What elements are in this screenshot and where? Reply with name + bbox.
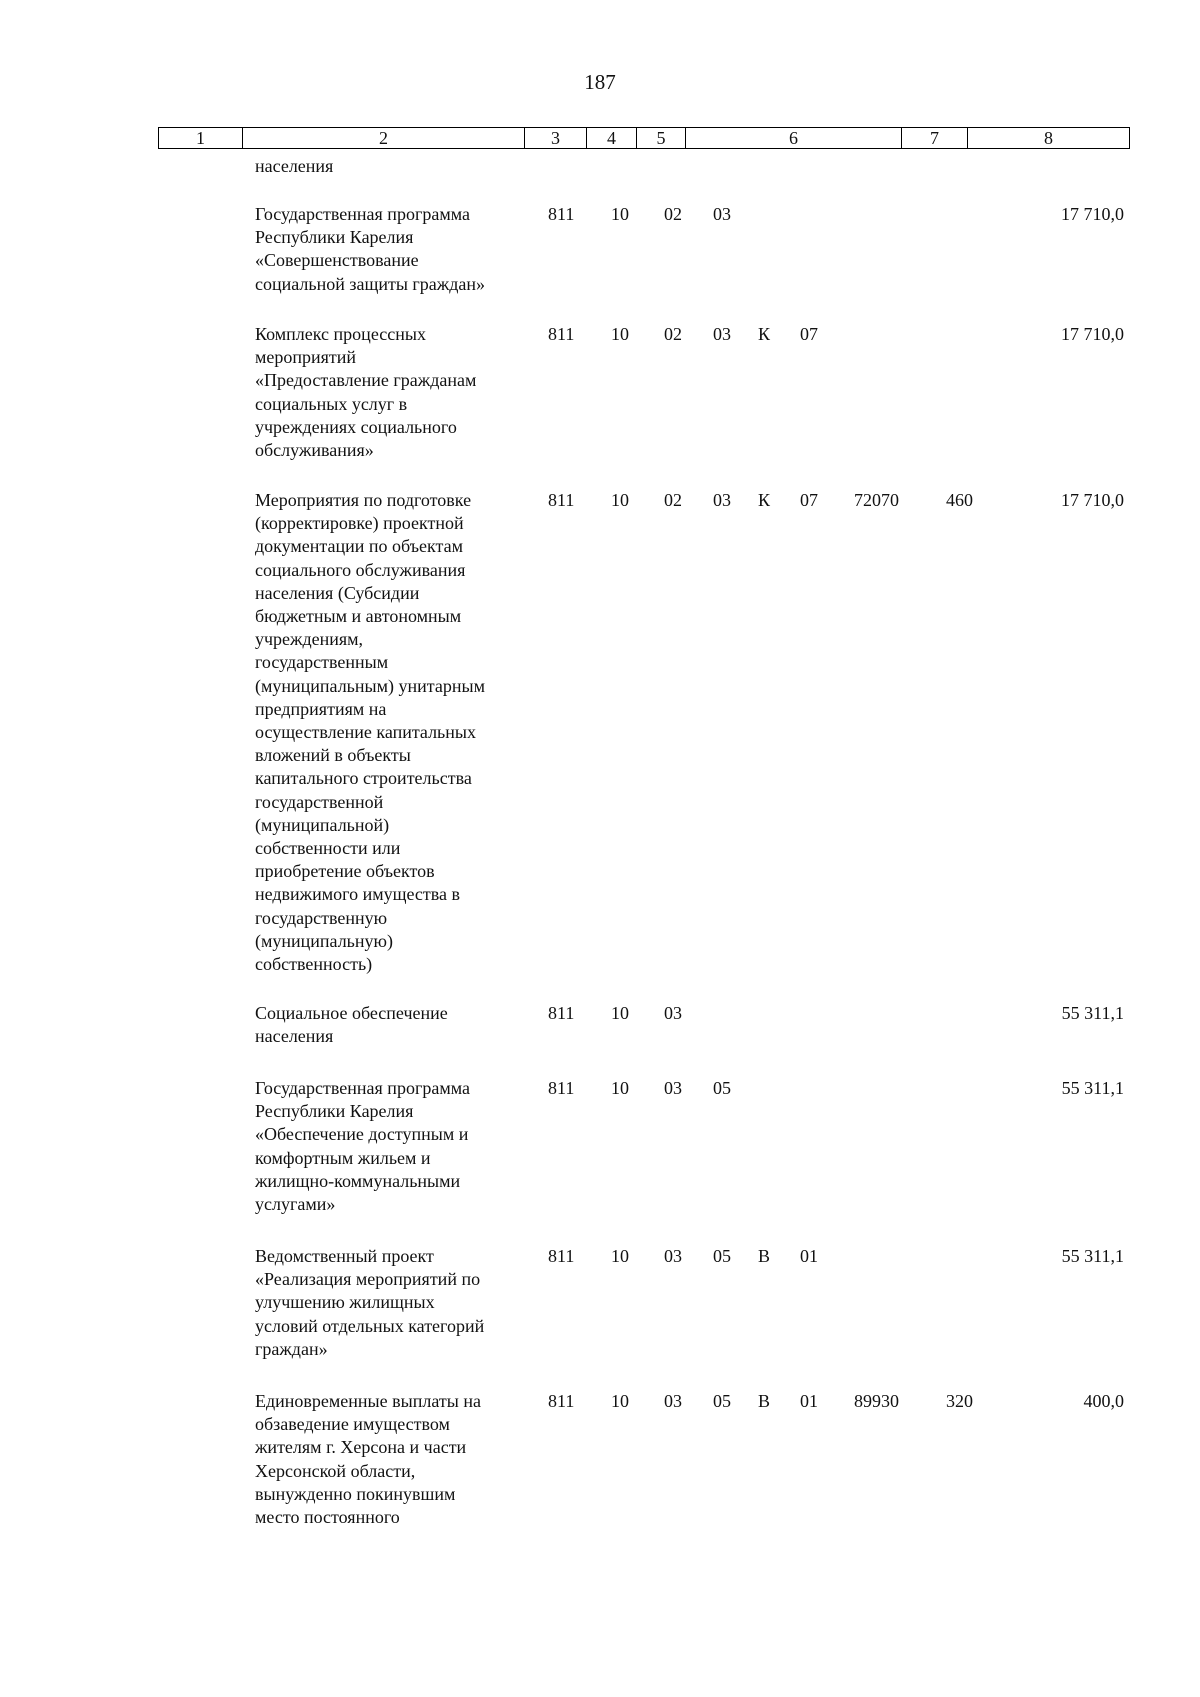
cell-col-3: 811 (548, 490, 575, 510)
cell-col-8: 55 311,1 (1061, 1003, 1124, 1023)
cell-col-5: 02 (664, 324, 682, 344)
row-name: Ведомственный проект «Реализация мероприятий по улучшению жилищных условий отдельных категорий граждан» (255, 1246, 485, 1359)
header-col-1: 1 (159, 128, 243, 148)
cell-col-8: 17 710,0 (1061, 490, 1124, 510)
cell-col-3: 811 (548, 1246, 575, 1266)
cell-col-4: 10 (611, 1003, 629, 1023)
cell-col-4: 10 (611, 204, 629, 224)
cell-col-8: 55 311,1 (1061, 1078, 1124, 1098)
cell-col-8: 17 710,0 (1061, 324, 1124, 344)
cell-col-5b: 03 (713, 490, 731, 510)
cell-col-5: 02 (664, 490, 682, 510)
header-col-7: 7 (902, 128, 968, 148)
header-col-2: 2 (243, 128, 525, 148)
cell-col-6c: 72070 (854, 490, 899, 510)
cell-col-5b: 05 (713, 1246, 731, 1266)
cell-col-3: 811 (548, 204, 575, 224)
cell-col-5: 03 (664, 1391, 682, 1411)
header-col-3: 3 (525, 128, 587, 148)
cell-col-6a: К (758, 324, 771, 344)
cell-col-6c: 89930 (854, 1391, 899, 1411)
cell-col-7: 460 (946, 490, 973, 510)
cell-col-4: 10 (611, 1078, 629, 1098)
cell-col-6b: 07 (800, 490, 818, 510)
row-name: Государственная программа Республики Карелия «Обеспечение доступным и комфортным жильем и жилищно-коммунальными услугами» (255, 1078, 470, 1215)
cell-col-4: 10 (611, 490, 629, 510)
header-col-6: 6 (686, 128, 902, 148)
table-header (158, 127, 1130, 149)
cell-col-4: 10 (611, 324, 629, 344)
cell-col-6a: К (758, 490, 771, 510)
cell-col-5b: 03 (713, 324, 731, 344)
cell-col-6b: 01 (800, 1391, 818, 1411)
cell-col-5: 03 (664, 1078, 682, 1098)
cell-col-3: 811 (548, 1003, 575, 1023)
row-name: населения (255, 156, 334, 176)
cell-col-8: 400,0 (1083, 1391, 1124, 1411)
row-name: Государственная программа Республики Карелия «Совершенствование социальной защиты граждан» (255, 204, 486, 294)
cell-col-6a: В (758, 1246, 771, 1266)
row-name: Единовременные выплаты на обзаведение имуществом жителям г. Херсона и части Херсонской области, вынужденно покинувшим место постоянного (255, 1391, 481, 1528)
cell-col-6a: В (758, 1391, 771, 1411)
header-col-8: 8 (1044, 128, 1053, 148)
cell-col-4: 10 (611, 1246, 629, 1266)
page-number: 187 (584, 70, 616, 94)
cell-col-8: 17 710,0 (1061, 204, 1124, 224)
cell-col-8: 55 311,1 (1061, 1246, 1124, 1266)
cell-col-3: 811 (548, 1391, 575, 1411)
cell-col-5: 03 (664, 1246, 682, 1266)
header-col-4: 4 (587, 128, 637, 148)
row-name: Мероприятия по подготовке (корректировке) проектной документации по объектам социального обслуживания населения (Субсидии бюджетным и автономным учреждениям, государственным (муниципальным) унитарным предприятиям на осуществление капитальных вложений в объекты капитального строительства государственной (муниципальной) собственности или приобретение объектов недвижимого имущества в государственную (муниципальную) собственность) (255, 490, 485, 975)
cell-col-5b: 05 (713, 1391, 731, 1411)
cell-col-5b: 05 (713, 1078, 731, 1098)
row-name: Социальное обеспечение населения (255, 1003, 448, 1047)
cell-col-3: 811 (548, 324, 575, 344)
cell-col-3: 811 (548, 1078, 575, 1098)
cell-col-5: 03 (664, 1003, 682, 1023)
header-col-5: 5 (637, 128, 686, 148)
cell-col-5: 02 (664, 204, 682, 224)
cell-col-6b: 01 (800, 1246, 818, 1266)
cell-col-4: 10 (611, 1391, 629, 1411)
cell-col-5b: 03 (713, 204, 731, 224)
cell-col-7: 320 (946, 1391, 973, 1411)
cell-col-6b: 07 (800, 324, 818, 344)
row-name: Комплекс процессных мероприятий «Предоставление гражданам социальных услуг в учреждениях социального обслуживания» (255, 324, 477, 461)
